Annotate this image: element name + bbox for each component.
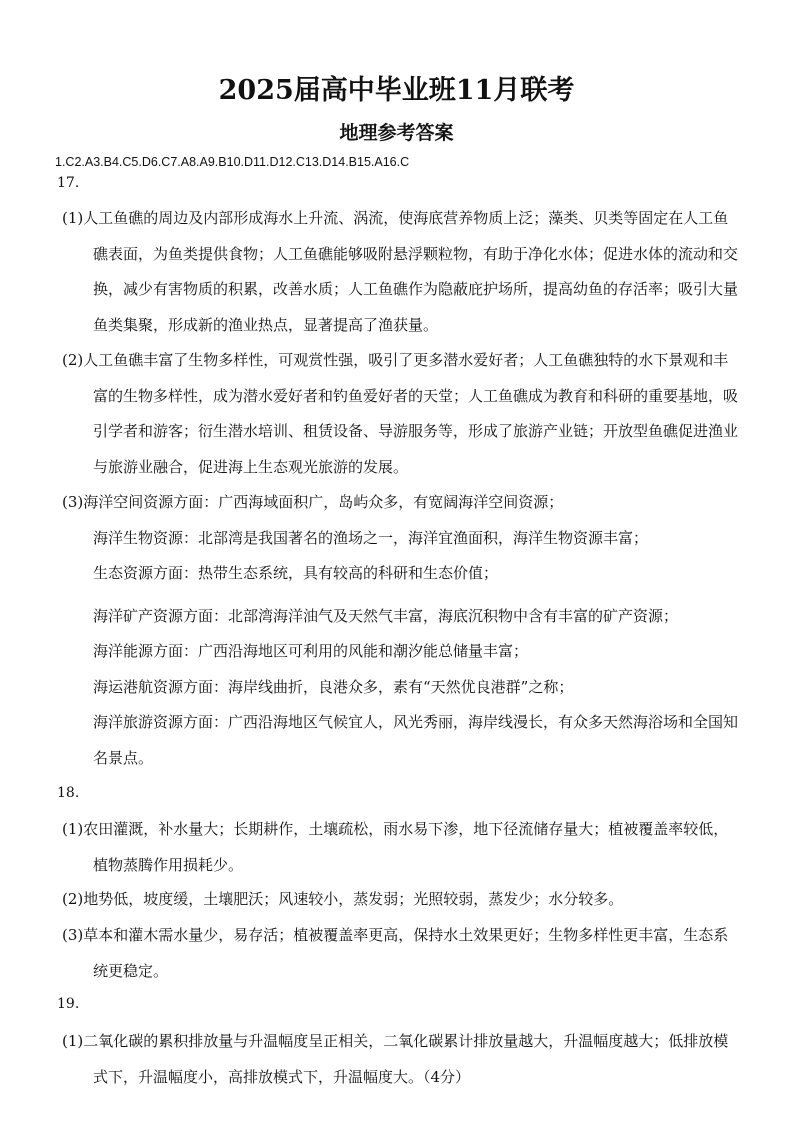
q17-part3-label: (3) [62,493,84,511]
q17-part2-text: 人工鱼礁丰富了生物多样性，可观赏性强，吸引了更多潜水爱好者；人工鱼礁独特的水下景观和丰富的生物多样性，成为潜水爱好者和钓鱼爱好者的天堂；人工鱼礁成为教育和科研的重要基地，吸引学者和游客；衍生潜水培训、租赁设备、导游服务等，形成了旅游产业链；开放型鱼礁促进渔业与旅游业融合，促进海上生态观光旅游的发展。 [83,351,739,476]
q17-part2 [62,343,742,485]
q17-part1 [62,201,742,343]
q19-part1-label: (1) [62,1032,84,1050]
q18-part1-text: 农田灌溉，补水量大；长期耕作，土壤疏松，雨水易下渗，地下径流储存量大；植被覆盖率较低，植物蒸腾作用损耗少。 [83,820,729,874]
q17-part3-item: 海洋生物资源：北部湾是我国著名的渔场之一，海洋宜渔面积，海洋生物资源丰富； [93,529,649,547]
choice-answers: 1.C2.A3.B4.C5.D6.C7.A8.A9.B10.D11.D12.C13.D14.B15.A16.C [55,155,410,169]
q17-part3-item: 海运港航资源方面：海岸线曲折，良港众多，素有“天然优良港群”之称； [93,678,574,696]
q18-part1-label: (1) [62,820,84,838]
q18-part2-label: (2) [62,890,84,908]
q17-part3-item: 海洋旅游资源方面：广西沿海地区气候宜人，风光秀丽，海岸线漫长，有众多天然海浴场和全国知名景点。 [93,713,739,767]
q17-part3-item: 生态资源方面：热带生态系统，具有较高的科研和生态价值； [93,564,499,582]
q17-part3-item: 海洋能源方面：广西沿海地区可利用的风能和潮汐能总储量丰富； [93,642,529,660]
q18-part1 [62,812,742,883]
q18-part3-text: 草本和灌木需水量少，易存活；植被覆盖率更高，保持水土效果更好；生物多样性更丰富，生态系统更稳定。 [83,926,729,980]
q17-part1-label: (1) [62,209,84,227]
q18-part3-label: (3) [62,926,84,944]
q18-part2-text: 地势低，坡度缓，土壤肥沃；风速较小，蒸发弱；光照较弱，蒸发少；水分较多。 [83,890,624,908]
q17-part3 [62,485,742,521]
page-title: 2025届高中毕业班11月联考 [218,75,575,106]
q17-part2-label: (2) [62,351,84,369]
q17-part1-text: 人工鱼礁的周边及内部形成海水上升流、涡流，使海底营养物质上泛；藻类、贝类等固定在人工鱼礁表面，为鱼类提供食物；人工鱼礁能够吸附悬浮颗粒物，有助于净化水体；促进水体的流动和交换，减少有害物质的积累，改善水质；人工鱼礁作为隐蔽庇护场所，提高幼鱼的存活率；吸引大量鱼类集聚，形成新的渔业热点，显著提高了渔获量。 [83,209,739,334]
q19-part1 [62,1024,742,1095]
q17-part3-text: 海洋空间资源方面：广西海域面积广，岛屿众多，有宽阔海洋空间资源； [83,493,564,511]
q19-part1-text: 二氧化碳的累积排放量与升温幅度呈正相关，二氧化碳累计排放量越大，升温幅度越大；低排放模式下，升温幅度小，高排放模式下，升温幅度大。（4分） [83,1032,729,1086]
question-19-number: 19. [57,996,80,1012]
q17-part3-item: 海洋矿产资源方面：北部湾海洋油气及天然气丰富，海底沉积物中含有丰富的矿产资源； [93,607,679,625]
page-subtitle: 地理参考答案 [339,122,454,144]
question-18-number: 18. [57,785,80,801]
q18-part2 [62,882,742,918]
question-17-number: 17. [57,175,80,191]
q18-part3 [62,918,742,989]
